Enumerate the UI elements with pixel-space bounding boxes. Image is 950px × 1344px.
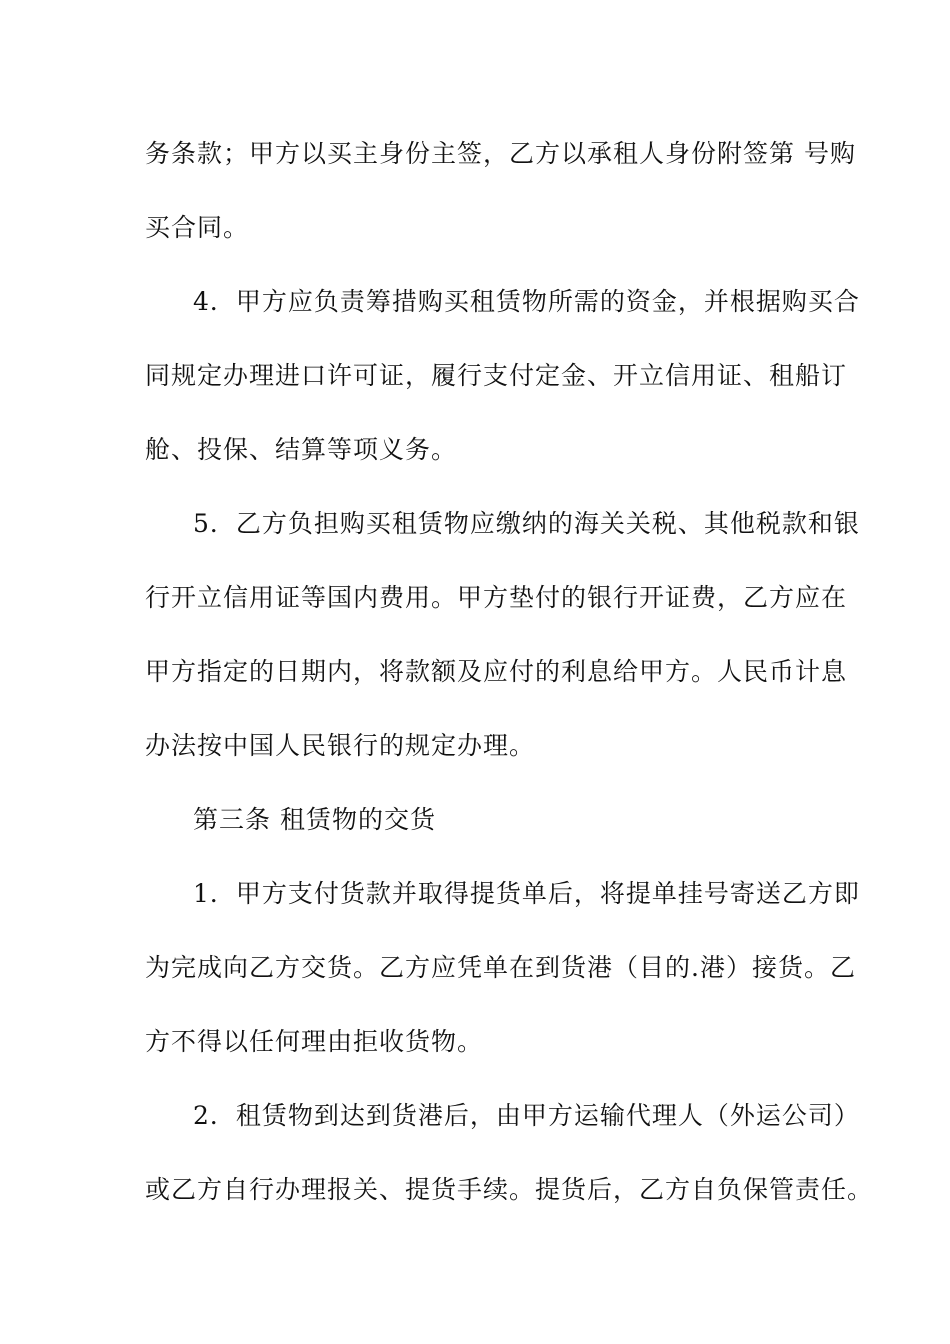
paragraph-start-line: 1．甲方支付货款并取得提货单后，将提单挂号寄送乙方即 <box>193 879 860 908</box>
text-line: 办法按中国人民银行的规定办理。 <box>145 731 536 760</box>
text-line: 行开立信用证等国内费用。甲方垫付的银行开证费，乙方应在 <box>145 583 848 612</box>
text-line: 务条款；甲方以买主身份主签，乙方以承租人身份附签第 号购 <box>145 139 856 168</box>
text-line: 同规定办理进口许可证，履行支付定金、开立信用证、租船订 <box>145 361 848 390</box>
paragraph-start-line: 4．甲方应负责筹措购买租赁物所需的资金，并根据购买合 <box>193 287 860 316</box>
text-line: 方不得以任何理由拒收货物。 <box>145 1027 484 1056</box>
text-line: 舱、投保、结算等项义务。 <box>145 435 458 464</box>
text-line: 为完成向乙方交货。乙方应凭单在到货港（目的.港）接货。乙 <box>145 953 856 982</box>
text-line: 买合同。 <box>145 213 250 242</box>
paragraph-start-line: 5．乙方负担购买租赁物应缴纳的海关关税、其他税款和银 <box>193 509 860 538</box>
section-heading: 第三条 租赁物的交货 <box>193 805 436 834</box>
text-line: 或乙方自行办理报关、提货手续。提货后，乙方自负保管责任。 <box>145 1175 874 1204</box>
text-line: 甲方指定的日期内，将款额及应付的利息给甲方。人民币计息 <box>145 657 848 686</box>
paragraph-start-line: 2．租赁物到达到货港后，由甲方运输代理人（外运公司） <box>193 1101 860 1130</box>
